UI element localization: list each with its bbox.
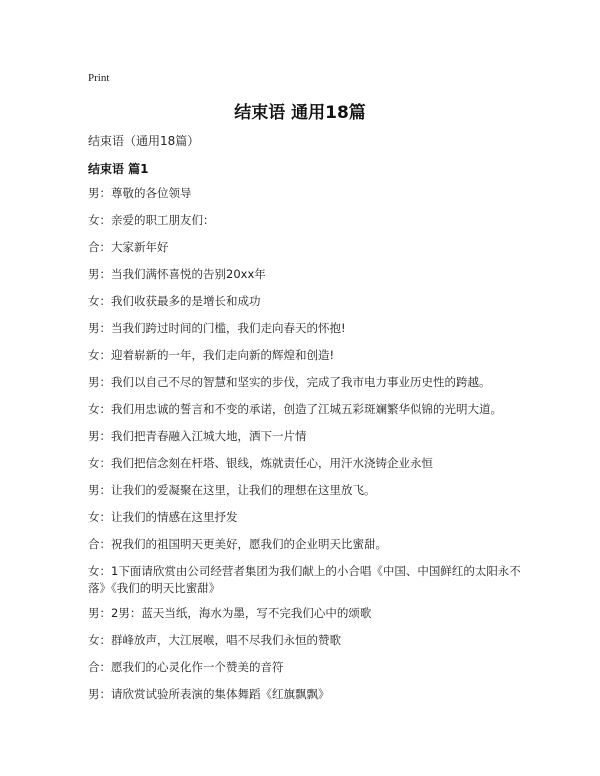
dialogue-lines	[88, 185, 528, 713]
dialogue-line: 男：我们把青春融入江城大地，洒下一片情	[88, 429, 307, 443]
dialogue-line: 男：让我们的爱凝聚在这里，让我们的理想在这里放飞。	[88, 483, 376, 497]
dialogue-line: 男：当我们满怀喜悦的告别20xx年	[88, 267, 266, 281]
dialogue-line: 女：群峰放声，大江展喉，唱不尽我们永恒的赞歌	[88, 633, 341, 647]
dialogue-line: 女：我们把信念刻在杆塔、银线，炼就责任心，用汗水浇铸企业永恒	[88, 456, 433, 470]
dialogue-line: 男：2男：蓝天当纸，海水为墨，写不完我们心中的颂歌	[88, 606, 372, 620]
dialogue-line: 合：愿我们的心灵化作一个赞美的音符	[88, 660, 284, 674]
dialogue-line: 男：尊敬的各位领导	[88, 186, 192, 200]
dialogue-line: 男：当我们跨过时间的门槛，我们走向春天的怀抱!	[88, 321, 346, 335]
dialogue-line: 女：我们收获最多的是增长和成功	[88, 294, 261, 308]
dialogue-line: 女：1下面请欣赏由公司经营者集团为我们献上的小合唱《中国、中国鲜红的太阳永不落》《我们的明天比蜜甜》	[88, 564, 521, 595]
dialogue-line: 女：让我们的情感在这里抒发	[88, 510, 238, 524]
dialogue-line: 合：大家新年好	[88, 240, 169, 254]
section-heading: 结束语 篇1	[88, 162, 149, 176]
dialogue-line: 合：祝我们的祖国明天更美好，愿我们的企业明天比蜜甜。	[88, 537, 387, 551]
dialogue-line: 女：迎着崭新的一年，我们走向新的辉煌和创造!	[88, 348, 335, 362]
dialogue-line: 男：我们以自己不尽的智慧和坚实的步伐，完成了我市电力事业历史性的跨越。	[88, 375, 491, 389]
dialogue-line: 男：请欣赏试验所表演的集体舞蹈《红旗飘飘》	[88, 687, 330, 701]
print-label[interactable]: Print	[88, 72, 110, 84]
dialogue-line: 女：亲爱的职工朋友们：	[88, 213, 215, 227]
dialogue-line: 女：我们用忠诚的誓言和不变的承诺，创造了江城五彩斑斓繁华似锦的光明大道。	[88, 402, 502, 416]
subtitle: 结束语（通用18篇）	[88, 134, 200, 148]
page-title: 结束语 通用18篇	[234, 103, 366, 123]
